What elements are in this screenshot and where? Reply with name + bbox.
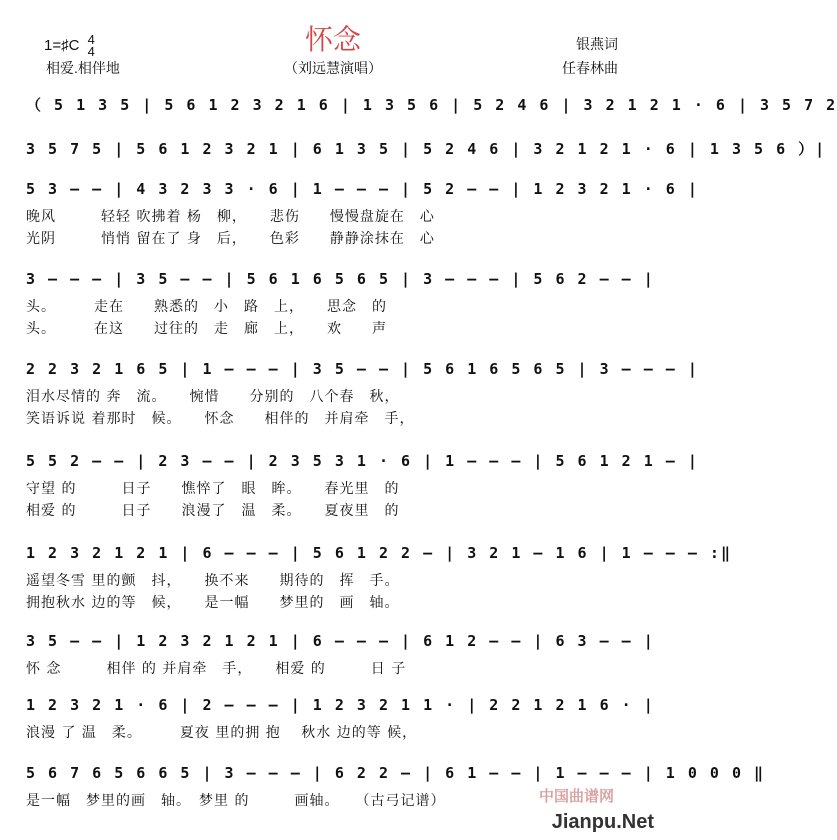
lyric-line-3-verse2: 光阴 悄悄 留在了 身 后， 色彩 静静涂抹在 心 bbox=[26, 231, 435, 247]
lyric-line-5-verse2: 笑语诉说 着那时 候。 怀念 相伴的 并肩牵 手， bbox=[26, 411, 415, 427]
time-signature bbox=[88, 34, 95, 58]
notation-line-4: 3 – – – | 3 5 – – | 5 6 1 6 5 6 5 | 3 – – – | 5 6 2 – – | bbox=[26, 270, 655, 288]
time-signature-top: 4 bbox=[87, 32, 95, 47]
subtitle-left: 相爱.相伴地 bbox=[46, 60, 120, 76]
notation-line-8: 3 5 – – | 1 2 3 2 1 2 1 | 6 – – – | 6 1 2 – – | 6 3 – – | bbox=[26, 632, 655, 650]
notation-line-7: 1 2 3 2 1 2 1 | 6 – – – | 5 6 1 2 2 – | 3 2 1 – 1 6 | 1 – – – :‖ bbox=[26, 544, 732, 562]
site-watermark: Jianpu.Net bbox=[551, 811, 654, 833]
notation-line-2: 3 5 7 5 | 5 6 1 2 3 2 1 | 6 1 3 5 | 5 2 4 6 | 3 2 1 2 1 · 6 | 1 3 5 6 ）| bbox=[26, 140, 827, 158]
lyric-line-5-verse1: 泪水尽情的 奔 流。 惋惜 分别的 八个春 秋， bbox=[26, 389, 400, 405]
lyric-line-8: 怀 念 相伴 的 并肩牵 手， 相爱 的 日 子 bbox=[26, 661, 407, 677]
notation-line-3: 5 3 – – | 4 3 2 3 3 · 6 | 1 – – – | 5 2 – – | 1 2 3 2 1 · 6 | bbox=[26, 180, 699, 198]
key-signature bbox=[44, 34, 95, 58]
lyric-line-6-verse1: 守望 的 日子 憔悴了 眼 眸。 春光里 的 bbox=[26, 481, 400, 497]
lyric-line-7-verse1: 遥望冬雪 里的颤 抖， 换不来 期待的 挥 手。 bbox=[26, 573, 400, 589]
notation-line-1: （ 5 1 3 5 | 5 6 1 2 3 2 1 6 | 1 3 5 6 | 5 2 4 6 | 3 2 1 2 1 · 6 | 3 5 7 2 bbox=[26, 96, 837, 114]
time-signature-bottom: 4 bbox=[87, 44, 95, 59]
notation-line-9: 1 2 3 2 1 · 6 | 2 – – – | 1 2 3 2 1 1 · | 2 2 1 2 1 6 · | bbox=[26, 696, 655, 714]
lyric-line-4-verse2: 头。 在这 过往的 走 廊 上， 欢 声 bbox=[26, 321, 387, 337]
notation-line-6: 5 5 2 – – | 2 3 – – | 2 3 5 3 1 · 6 | 1 – – – | 5 6 1 2 1 – | bbox=[26, 452, 699, 470]
lyric-line-6-verse2: 相爱 的 日子 浪漫了 温 柔。 夏夜里 的 bbox=[26, 503, 400, 519]
lyric-line-9: 浪漫 了 温 柔。 夏夜 里的拥 抱 秋水 边的等 候， bbox=[26, 725, 418, 741]
watermark-overlay: 中国曲谱网 bbox=[538, 788, 614, 805]
lyric-line-7-verse2: 拥抱秋水 边的等 候， 是一幅 梦里的 画 轴。 bbox=[26, 595, 400, 611]
singer-credit: （刘远慧演唱） bbox=[284, 60, 382, 76]
lyric-line-3-verse1: 晚风 轻轻 吹拂着 杨 柳， 悲伤 慢慢盘旋在 心 bbox=[26, 209, 435, 225]
notation-line-10: 5 6 7 6 5 6 6 5 | 3 – – – | 6 2 2 – | 6 1 – – | 1 – – – | 1 0 0 0 ‖ bbox=[26, 764, 766, 782]
lyric-line-4-verse1: 头。 走在 熟悉的 小 路 上， 思念 的 bbox=[26, 299, 387, 315]
song-title: 怀念 bbox=[304, 23, 361, 56]
composer-credit: 任春林曲 bbox=[562, 60, 618, 76]
lyricist-credit: 银燕词 bbox=[576, 36, 618, 52]
notation-line-5: 2 2 3 2 1 6 5 | 1 – – – | 3 5 – – | 5 6 1 6 5 6 5 | 3 – – – | bbox=[26, 360, 699, 378]
key-label: 1=♯C bbox=[44, 36, 80, 54]
lyric-line-10: 是一幅 梦里的画 轴。 梦里 的 画轴。 （古弓记谱） bbox=[26, 793, 446, 809]
